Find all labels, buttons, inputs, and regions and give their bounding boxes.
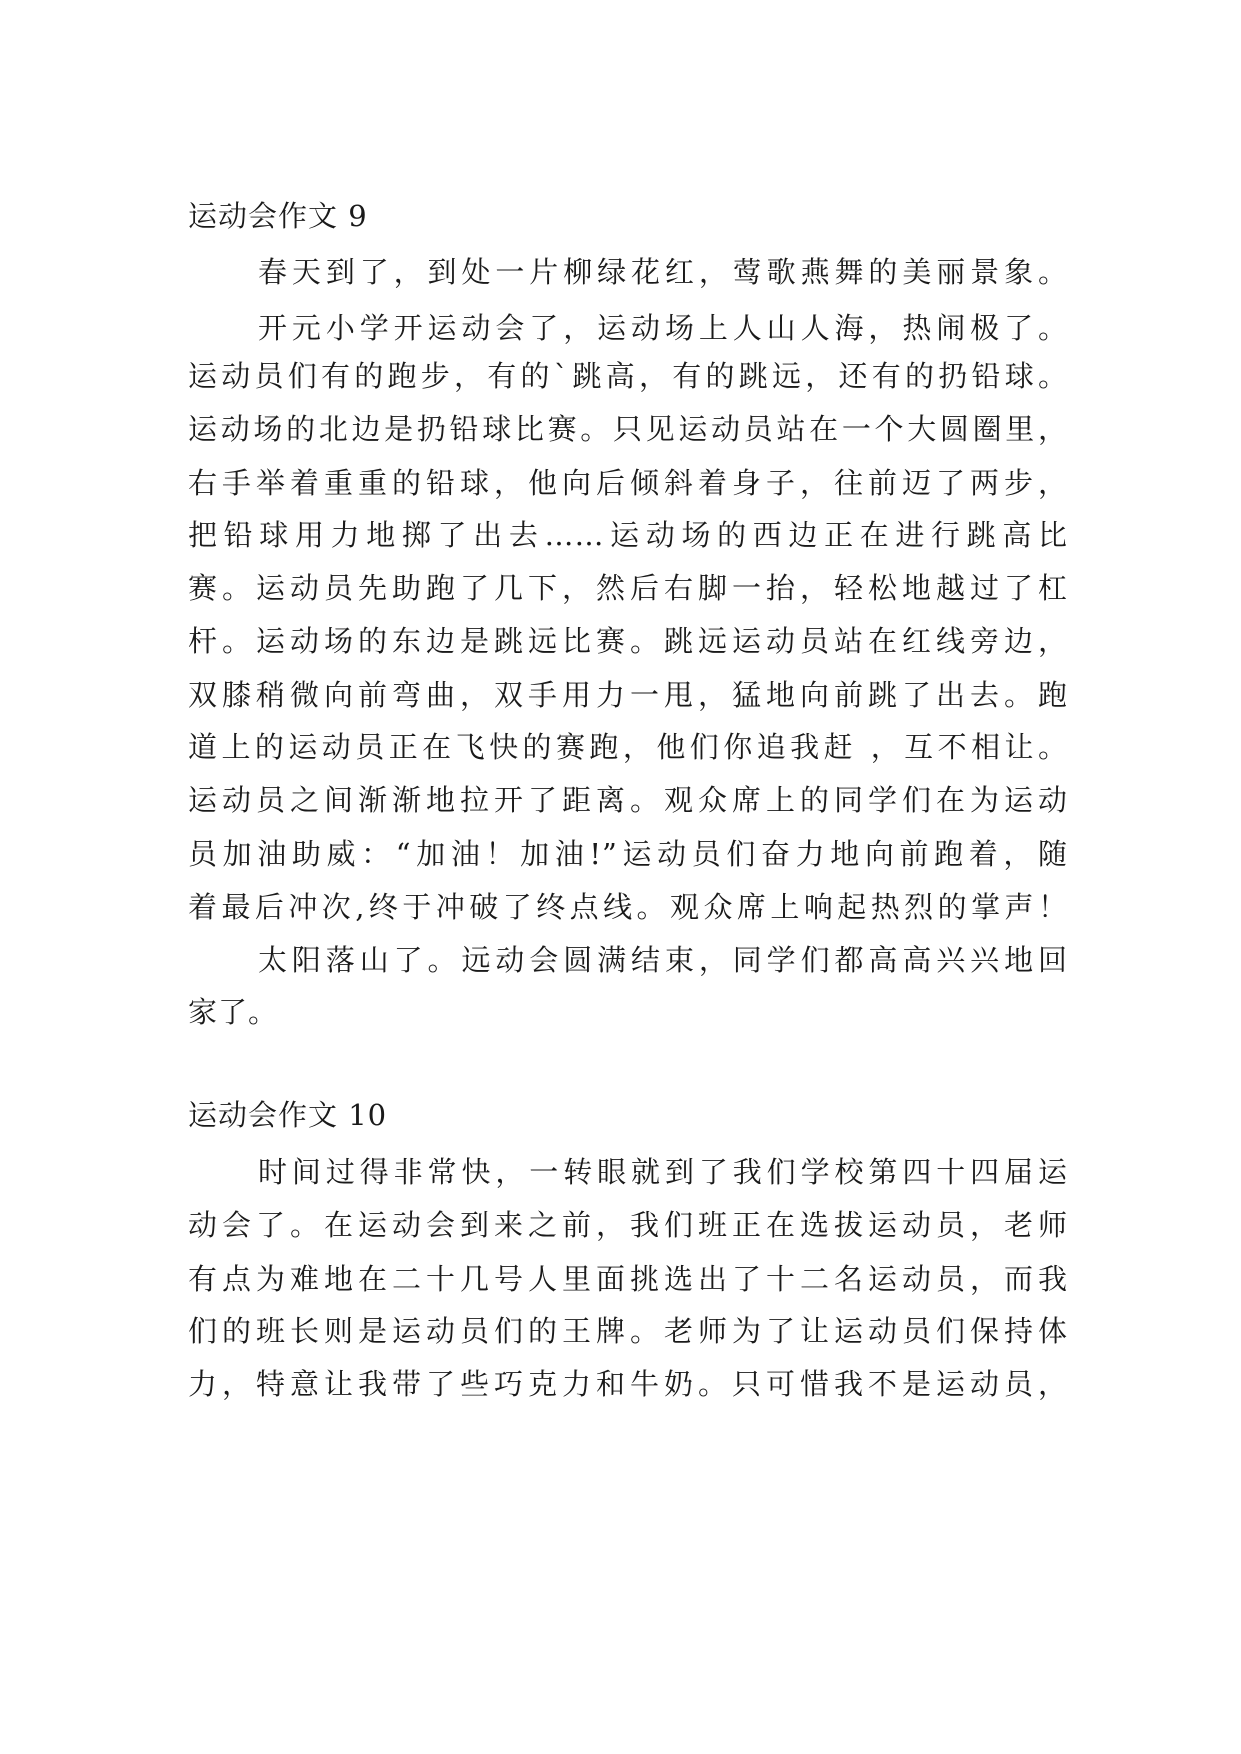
- paragraph-line: 有点为难地在二十几号人里面挑选出了十二名运动员，而我: [188, 1262, 1068, 1296]
- paragraph-line: 道上的运动员正在飞快的赛跑，他们你追我赶 ，互不相让。: [188, 730, 1068, 764]
- paragraph-line: 开元小学开运动会了，运动场上人山人海，热闹极了。: [258, 311, 1068, 345]
- paragraph-line: 力，特意让我带了些巧克力和牛奶。只可惜我不是运动员，: [188, 1367, 1068, 1401]
- paragraph-line: 动会了。在运动会到来之前，我们班正在选拔运动员，老师: [188, 1208, 1068, 1242]
- paragraph-line: 们的班长则是运动员们的王牌。老师为了让运动员们保持体: [188, 1314, 1068, 1348]
- paragraph-line: 运动员们有的跑步，有的`跳高，有的跳远，还有的扔铅球。: [188, 359, 1068, 393]
- paragraph-line: 员加油助威：“加油！加油!”运动员们奋力地向前跑着，随: [188, 837, 1068, 871]
- paragraph-line: 运动员之间渐渐地拉开了距离。观众席上的同学们在为运动: [188, 783, 1068, 817]
- paragraph-line: 运动场的北边是扔铅球比赛。只见运动员站在一个大圆圈里，: [188, 412, 1068, 446]
- paragraph-line: 双膝稍微向前弯曲，双手用力一甩，猛地向前跳了出去。跑: [188, 678, 1068, 712]
- essay-9-title: 运动会作文 9: [188, 199, 368, 233]
- paragraph-line: 杆。运动场的东边是跳远比赛。跳远运动员站在红线旁边，: [188, 624, 1068, 658]
- paragraph-line: 时间过得非常快，一转眼就到了我们学校第四十四届运: [258, 1155, 1068, 1189]
- paragraph-line: 家了。: [188, 995, 279, 1029]
- paragraph-line: 春天到了，到处一片柳绿花红，莺歌燕舞的美丽景象。: [258, 255, 1068, 289]
- paragraph-line: 把铅球用力地掷了出去……运动场的西边正在进行跳高比: [188, 518, 1068, 552]
- paragraph-line: 右手举着重重的铅球，他向后倾斜着身子，往前迈了两步，: [188, 466, 1068, 500]
- paragraph-line: 赛。运动员先助跑了几下，然后右脚一抬，轻松地越过了杠: [188, 571, 1068, 605]
- paragraph-line: 着最后冲次,终于冲破了终点线。观众席上响起热烈的掌声！: [188, 890, 1068, 924]
- essay-10-title: 运动会作文 10: [188, 1098, 388, 1132]
- paragraph-line: 太阳落山了。远动会圆满结束，同学们都高高兴兴地回: [258, 943, 1068, 977]
